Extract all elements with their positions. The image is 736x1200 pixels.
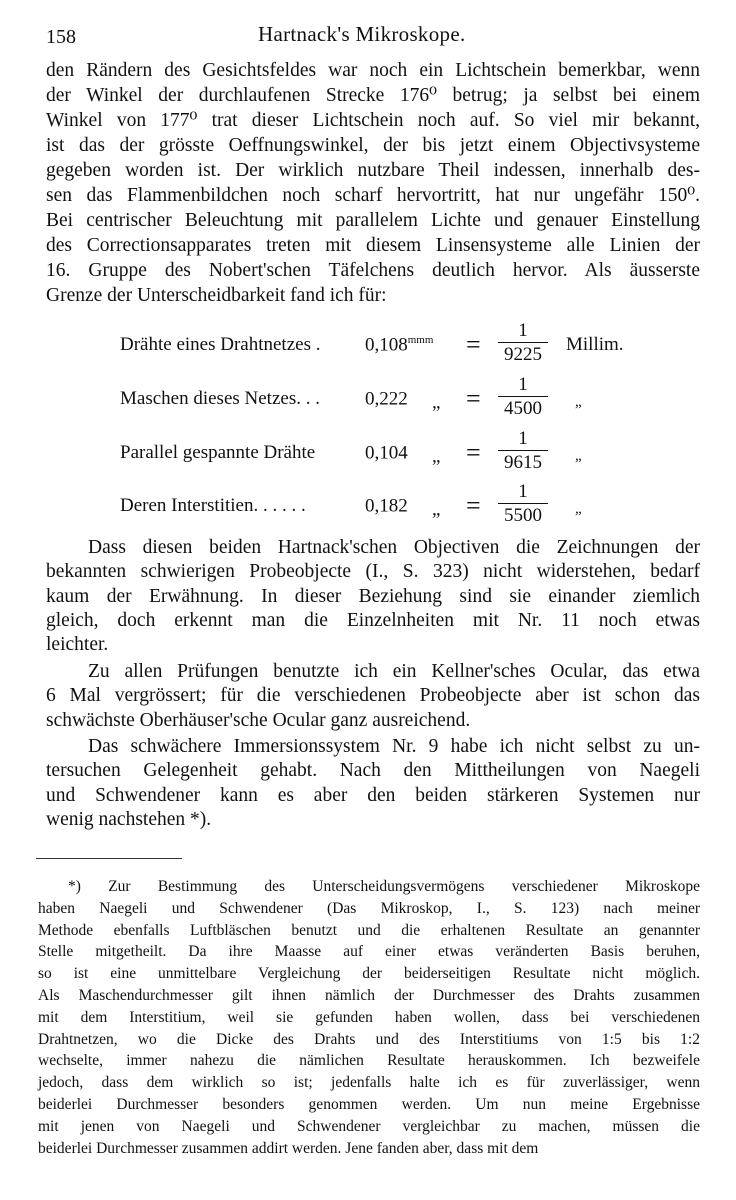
fraction [498, 320, 548, 367]
running-title: Hartnack's Mikroskope. [258, 22, 466, 46]
fraction [498, 428, 548, 475]
text-line: Winkel von 177⁰ trat dieser Lichtschein noch auf. So viel mir bekannt, [46, 110, 700, 131]
text-line: 16. Gruppe des Nobert'schen Täfelchens deutlich hervor. Als äusserste [46, 260, 700, 281]
text-line: *) Zur Bestimmung des Unterscheidungsvermögens verschiedener Mikroskope [68, 878, 700, 895]
table-row [120, 428, 640, 480]
paragraph-3 [46, 660, 700, 733]
text-line: gegeben worden ist. Der wirklich nutzbare Theil indessen, innerhalb des- [46, 160, 700, 181]
text-line: der Winkel der durchlaufenen Strecke 176⁰ betrug; ja selbst bei einem [46, 85, 700, 106]
text-line: Als Maschendurchmesser gilt ihnen nämlich der Durchmesser des Drahts zusammen [38, 986, 700, 1004]
text-line: so ist eine unmittelbare Vergleichung der beiderseitigen Resultate nicht möglich. [38, 965, 700, 983]
equals-sign: = [466, 330, 481, 359]
denominator: 5500 [504, 505, 542, 526]
text-line: des Correctionsapparates treten mit diesem Linsensysteme alle Linien der [46, 235, 700, 256]
row-unit: „ [575, 448, 582, 464]
text-line: ist das der grösste Oeffnungswinkel, der bis jetzt einem Objectivsysteme [46, 135, 700, 156]
row-label: Maschen dieses Netzes. . . [120, 388, 320, 409]
footnote-divider [36, 858, 182, 859]
table-row [120, 374, 640, 426]
row-label: Deren Interstitien. . . . . . [120, 495, 306, 516]
text-line: den Rändern des Gesichtsfeldes war noch ein Lichtschein bemerkbar, wenn [46, 60, 700, 81]
text-line: kaum der Erwähnung. In dieser Beziehung sind sie einander ziemlich [46, 585, 700, 607]
row-label: Parallel gespannte Drähte [120, 442, 316, 463]
ditto-mark: „ [432, 446, 441, 467]
ditto-mark: „ [432, 392, 441, 413]
text-line: mit dem Interstitium, weil sie gefunden haben wollen, dass bei verschiedenen [38, 1008, 700, 1026]
numerator: 1 [498, 320, 548, 343]
text-line: Grenze der Unterscheidbarkeit fand ich für: [46, 285, 387, 306]
table-row [120, 320, 640, 372]
numerator: 1 [498, 481, 548, 504]
page-number: 158 [46, 26, 76, 48]
paragraph-4 [46, 735, 700, 832]
text-line: leichter. [46, 634, 109, 656]
row-value: $0,108^{mmm}$ [365, 334, 434, 356]
paragraph-2 [46, 536, 700, 657]
row-label: Drähte eines Drahtnetzes . [120, 334, 321, 355]
paragraph-1 [46, 58, 700, 308]
text-line: Stelle mitgetheilt. Da ihre Maasse auf einer etwas veränderten Basis beruhen, [38, 943, 700, 961]
equals-sign: = [466, 384, 481, 413]
text-line: 6 Mal vergrössert; für die verschiedenen Probeobjecte aber ist schon das [46, 685, 700, 707]
text-line: mit jenen von Naegeli und Schwendener vergleichbar zu machen, müssen die [38, 1117, 700, 1135]
equals-sign: = [466, 491, 481, 520]
text-line: beiderlei Durchmesser besonders genommen werden. Um nun meine Ergebnisse [38, 1095, 700, 1113]
ditto-mark: „ [432, 499, 441, 520]
text-line: Bei centrischer Beleuchtung mit parallelem Lichte und genauer Einstellung [46, 210, 700, 231]
row-value: 0,104 [365, 442, 408, 464]
text-line: bekannten schwierigen Probeobjecte (I., S. 323) nicht widerstehen, bedarf [46, 561, 700, 583]
text-line: haben Naegeli und Schwendener (Das Mikroskop, I., S. 123) nach meiner [38, 899, 700, 917]
text-line: Das schwächere Immersionssystem Nr. 9 habe ich nicht selbst zu un- [88, 736, 700, 757]
denominator: 4500 [504, 398, 542, 419]
row-unit: „ [575, 394, 582, 410]
text-line: sen das Flammenbildchen noch scharf hervortritt, hat nur ungefähr 150⁰. [46, 185, 700, 206]
equals-sign: = [466, 438, 481, 467]
text-line: und Schwendener kann es aber den beiden stärkeren Systemen nur [46, 784, 700, 806]
row-unit: „ [575, 501, 582, 517]
numerator: 1 [498, 374, 548, 397]
text-line: jedoch, dass dem wirklich so ist; jedenfalls halte ich es für zuverlässiger, wenn [38, 1074, 700, 1092]
denominator: 9615 [504, 452, 542, 473]
row-value: 0,182 [365, 495, 408, 517]
table-row [120, 481, 640, 533]
denominator: 9225 [504, 344, 542, 365]
text-line: Drahtnetzen, wo die Dicke des Drahts und des Interstitiums von 1:5 bis 1:2 [38, 1030, 700, 1048]
numerator: 1 [498, 428, 548, 451]
row-unit: Millim. [566, 334, 624, 355]
text-line: beiderlei Durchmesser zusammen addirt werden. Jene fanden aber, dass mit dem [38, 1139, 539, 1157]
text-line: Zu allen Prüfungen benutzte ich ein Kellner'sches Ocular, das etwa [88, 661, 700, 682]
row-value: 0,222 [365, 388, 408, 410]
fraction [498, 374, 548, 421]
text-line: tersuchen Gelegenheit gehabt. Nach den Mittheilungen von Naegeli [46, 760, 700, 782]
fraction [498, 481, 548, 528]
text-line: schwächste Oberhäuser'sche Ocular ganz ausreichend. [46, 709, 471, 731]
text-line: gleich, doch erkennt man die Einzelnheiten mit Nr. 11 noch etwas [46, 609, 700, 631]
text-line: wenig nachstehen *). [46, 808, 212, 830]
footnote [38, 876, 700, 1159]
text-line: wechselte, immer nahezu die nämlichen Resultate herauskommen. Ich bezweifele [38, 1052, 700, 1070]
text-line: Dass diesen beiden Hartnack'schen Objectiven die Zeichnungen der [88, 537, 700, 558]
text-line: Methode ebenfalls Luftbläschen benutzt und die erhaltenen Resultate an genannter [38, 921, 700, 939]
